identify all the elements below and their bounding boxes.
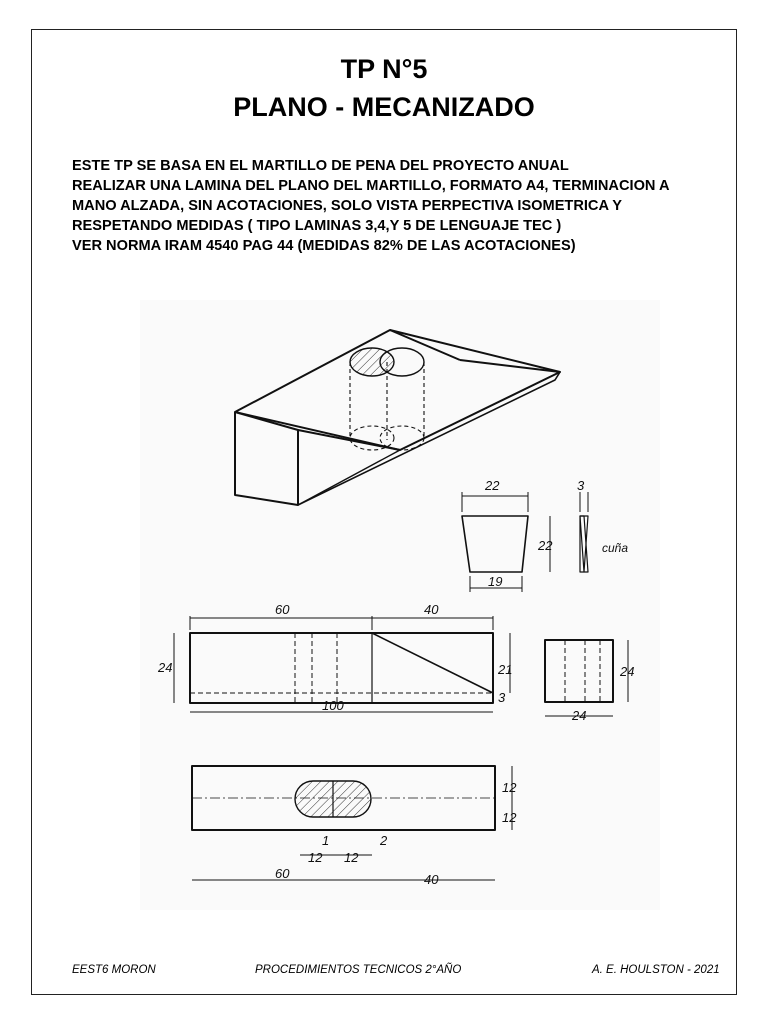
top-dim-gap2: 2 <box>380 833 388 848</box>
wedge-dim-bottom: 19 <box>488 574 503 589</box>
top-dim-half-bottom: 12 <box>502 810 517 825</box>
top-dim-slot2: 12 <box>344 850 359 865</box>
front-dim-height: 24 <box>158 660 173 675</box>
wedge-dim-height: 22 <box>538 538 553 553</box>
instruction-line: MANO ALZADA, SIN ACOTACIONES, SOLO VISTA PERPECTIVA ISOMETRICA Y <box>72 198 622 214</box>
side-view <box>545 640 628 716</box>
wedge-dim-thickness: 3 <box>577 478 585 493</box>
top-dim-left: 60 <box>275 866 290 881</box>
page-title: TP N°5 <box>340 54 428 84</box>
isometric-view <box>235 330 560 505</box>
footer-subject: PROCEDIMIENTOS TECNICOS 2°AÑO <box>255 964 462 976</box>
wedge-dim-top: 22 <box>485 478 500 493</box>
side-dim-height: 24 <box>620 664 635 679</box>
front-dim-left: 60 <box>275 602 290 617</box>
instruction-line: REALIZAR UNA LAMINA DEL PLANO DEL MARTILLO, FORMATO A4, TERMINACION A <box>72 178 670 194</box>
front-dim-right: 40 <box>424 602 439 617</box>
wedge-views <box>462 492 588 592</box>
top-dim-half-top: 12 <box>502 780 517 795</box>
instruction-line: RESPETANDO MEDIDAS ( TIPO LAMINAS 3,4,Y 5 DE LENGUAJE TEC ) <box>72 218 562 234</box>
wedge-label: cuña <box>602 541 629 555</box>
instructions-block <box>72 156 732 256</box>
page-subtitle: PLANO - MECANIZADO <box>233 92 535 122</box>
instruction-line: ESTE TP SE BASA EN EL MARTILLO DE PENA DEL PROYECTO ANUAL <box>72 158 569 174</box>
dimension-labels <box>157 478 634 887</box>
front-dim-total: 100 <box>322 698 344 713</box>
front-dim-slope: 21 <box>498 662 513 677</box>
top-dim-gap1: 1 <box>322 833 330 848</box>
drawing-svg <box>140 300 660 910</box>
footer-school: EEST6 MORON <box>72 964 156 976</box>
front-dim-step: 3 <box>498 690 506 705</box>
instruction-line: VER NORMA IRAM 4540 PAG 44 (MEDIDAS 82% DE LAS ACOTACIONES) <box>72 238 576 254</box>
footer-author: A. E. HOULSTON - 2021 <box>592 964 720 976</box>
top-dim-right: 40 <box>424 872 439 887</box>
hammer-technical-drawing <box>140 300 660 910</box>
top-dim-slot1: 12 <box>308 850 323 865</box>
side-dim-width: 24 <box>572 708 587 723</box>
